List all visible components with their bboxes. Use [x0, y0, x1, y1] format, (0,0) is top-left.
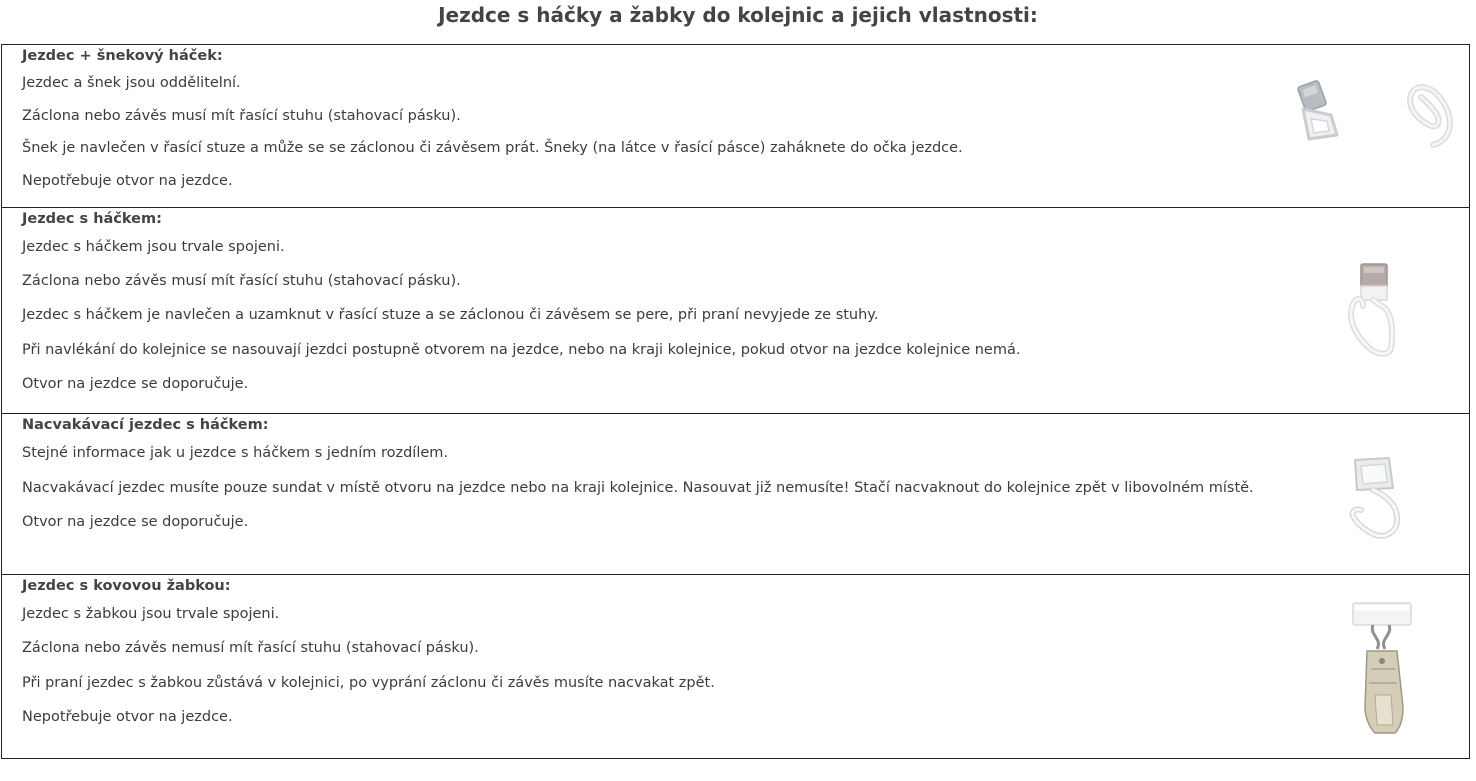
row-line: Záclona nebo závěs musí mít řasící stuhu (stahovací pásku). — [22, 273, 461, 290]
row-line: Záclona nebo závěs nemusí mít řasící stuhu (stahovací pásku). — [22, 640, 479, 657]
row-line: Otvor na jezdce se doporučuje. — [22, 514, 249, 530]
table-row-snap-glider-hook — [2, 414, 1470, 575]
row-line: Otvor na jezdce se doporučuje. — [22, 375, 249, 392]
metal-clip-glider-image — [1349, 599, 1415, 737]
row-title: Jezdec s kovovou žabkou: — [22, 578, 231, 594]
row-line: Jezdec s žabkou jsou trvale spojeni. — [22, 606, 280, 622]
row-title: Jezdec s háčkem: — [22, 211, 162, 227]
row-title: Jezdec + šnekový háček: — [22, 48, 223, 64]
worm-hook-image — [1403, 79, 1459, 151]
table-row-glider-metal-clip — [2, 575, 1470, 759]
row-line: Stejné informace jak u jezdce s háčkem s jedním rozdílem. — [22, 445, 449, 461]
snap-glider-hook-image — [1343, 454, 1409, 550]
row-line: Jezdec a šnek jsou oddělitelní. — [22, 75, 241, 91]
row-text-cell — [2, 414, 1254, 575]
row-text-cell — [2, 45, 1210, 208]
row-image-cell — [1209, 45, 1470, 208]
row-line: Nacvakávací jezdec musíte pouze sundat v místě otvoru na jezdce nebo na kraji kolejnice. Nasouvat již nemusíte! Stačí nacvaknout do kolejnice zpět v libovolném místě. — [22, 479, 1254, 496]
row-line: Jezdec s háčkem jsou trvale spojeni. — [22, 239, 285, 255]
glider-image — [1287, 79, 1351, 149]
row-line: Šnek je navlečen v řasící stuze a může se se záclonou či závěsem prát. Šneky (na látce v řasící pásce) zaháknete do očka jezdce. — [22, 140, 963, 156]
row-line: Při navlékání do kolejnice se nasouvají jezdci postupně otvorem na jezdce, nebo na kraji kolejnice, pokud otvor na jezdce kolejnice nemá. — [22, 341, 1021, 358]
row-line: Při praní jezdec s žabkou zůstává v kolejnici, po vyprání záclonu či závěs musíte nacvakat zpět. — [22, 674, 715, 691]
row-text-cell — [2, 575, 1210, 759]
glider-hook-image — [1337, 260, 1407, 360]
row-image-cell — [1209, 208, 1470, 414]
row-image-cell — [1209, 414, 1470, 575]
row-text-cell — [2, 208, 1210, 414]
table-row-glider-hook — [2, 208, 1470, 414]
row-line: Záclona nebo závěs musí mít řasící stuhu (stahovací pásku). — [22, 107, 461, 124]
row-line: Nepotřebuje otvor na jezdce. — [22, 709, 233, 726]
row-title: Nacvakávací jezdec s háčkem: — [22, 417, 269, 433]
row-line: Nepotřebuje otvor na jezdce. — [22, 172, 233, 189]
row-line: Jezdec s háčkem je navlečen a uzamknut v řasící stuze a se záclonou či závěsem se pere, při praní nevyjede ze stuhy. — [22, 307, 879, 324]
page-title: Jezdce s háčky a žabky do kolejnic a jejich vlastnosti: — [438, 3, 1038, 27]
table-row-glider-worm-hook — [2, 45, 1470, 208]
glider-info-table — [1, 44, 1470, 759]
row-image-cell — [1209, 575, 1470, 759]
